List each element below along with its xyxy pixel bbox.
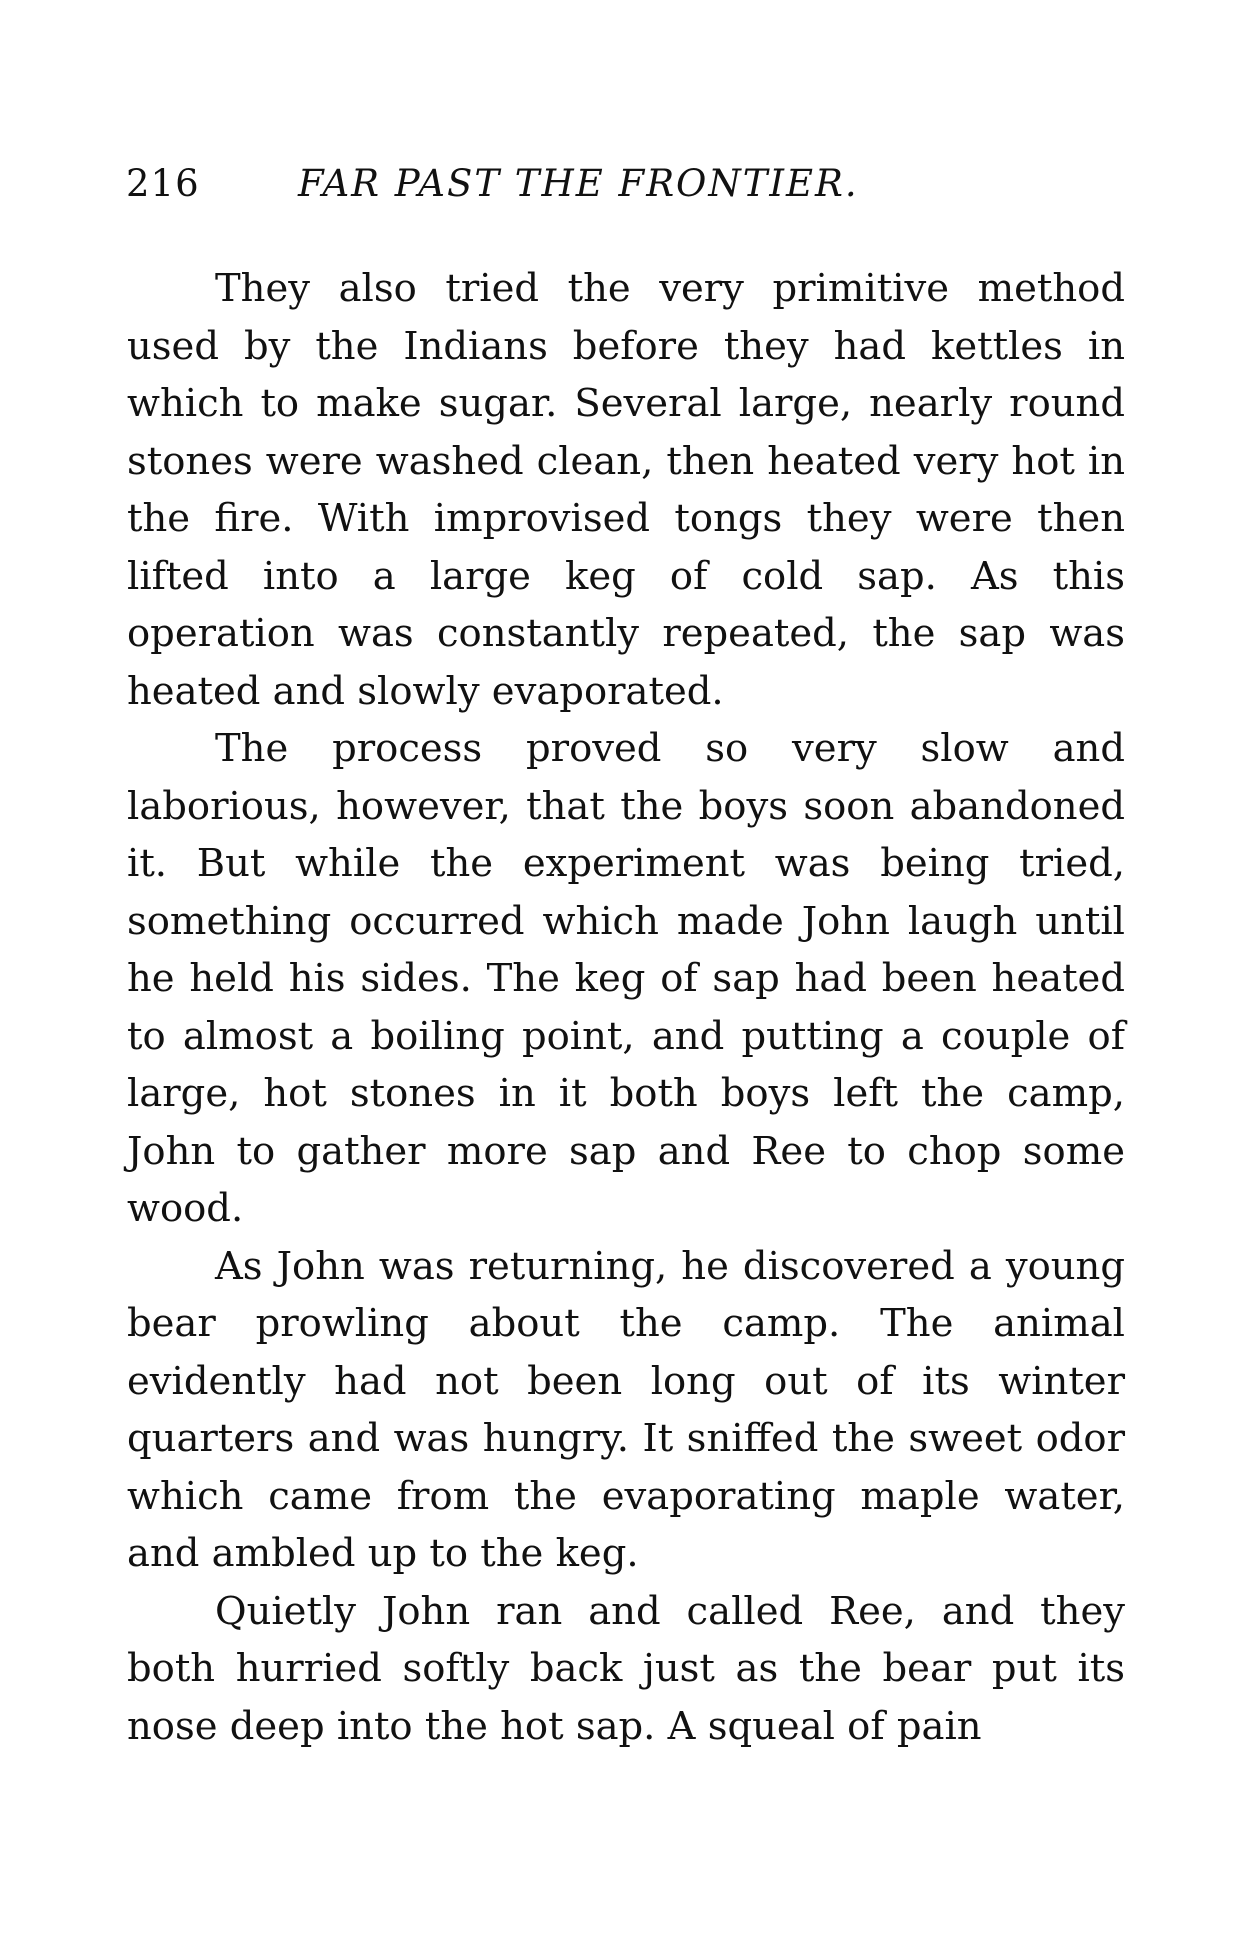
body-text: [127, 260, 1125, 1755]
paragraph: The process proved so very slow and laborious, however, that the boys soon abandoned it. But while the experiment was being tried, something occurred which made John laugh until he held his sides. The keg of sap had been heated to almost a boiling point, and putting a couple of large, hot stones in it both boys left the camp, John to gather more sap and Ree to chop some wood.: [127, 726, 1125, 1231]
paragraph: They also tried the very primitive method used by the Indians before they had kettles in which to make sugar. Several large, nearly round stones were washed clean, then heated very hot in the fire. With improvised tongs they were then lifted into a large keg of cold sap. As this operation was constantly repeated, the sap was heated and slowly evaporated.: [127, 266, 1125, 714]
page-header: [126, 162, 1126, 212]
running-title: FAR PAST THE FRONTIER.: [298, 162, 859, 205]
page-number: 216: [126, 162, 200, 205]
paragraph: As John was returning, he discovered a young bear prowling about the camp. The animal evidently had not been long out of its winter quarters and was hungry. It sniffed the sweet odor which came from the evaporating maple water, and ambled up to the keg.: [127, 1243, 1125, 1576]
paragraph: Quietly John ran and called Ree, and they both hurried softly back just as the bear put its nose deep into the hot sap. A squeal of pain: [127, 1588, 1125, 1749]
